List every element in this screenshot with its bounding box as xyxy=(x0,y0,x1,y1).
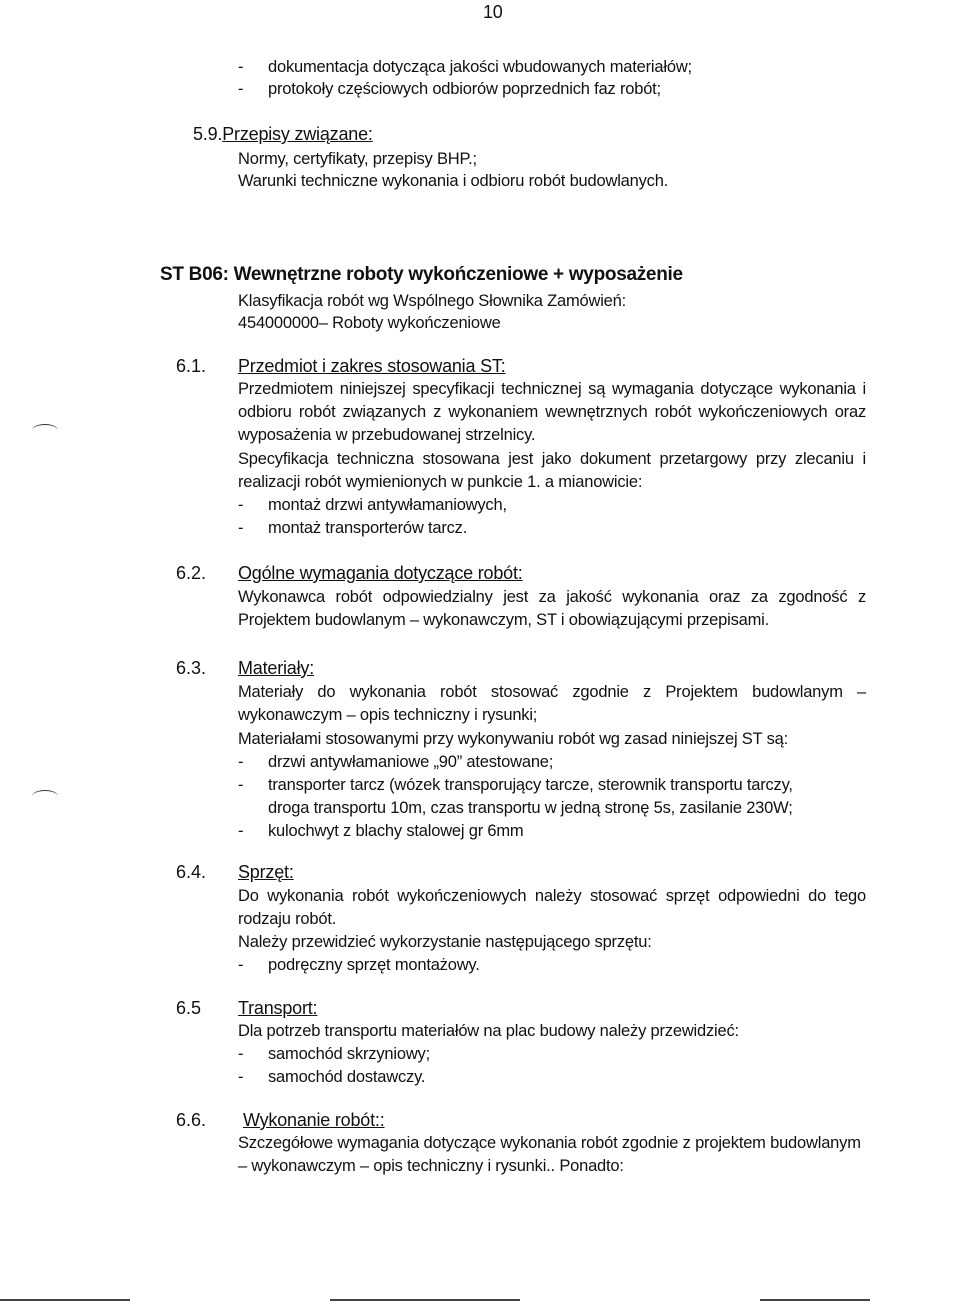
paragraph-line: Materiały do wykonania robót stosować zgodnie z Projektem budowlanym – xyxy=(238,683,866,701)
section-title: Przepisy związane: xyxy=(222,124,373,144)
margin-mark xyxy=(32,424,58,437)
paragraph-line: Należy przewidzieć wykorzystanie następującego sprzętu: xyxy=(238,933,652,951)
list-item: - dokumentacja dotycząca jakości wbudowanych materiałów; xyxy=(238,58,692,76)
section-number: 6.5 xyxy=(176,998,202,1018)
paragraph-line: Szczegółowe wymagania dotyczące wykonania robót zgodnie z projektem budowlanym xyxy=(238,1134,861,1152)
paragraph-line: Wykonawca robót odpowiedzialny jest za jakość wykonania oraz za zgodność z xyxy=(238,588,866,606)
paragraph-line: rodzaju robót. xyxy=(238,910,337,928)
footer-rule xyxy=(760,1299,870,1301)
paragraph-line: realizacji robót wymienionych w punkcie 1. a mianowicie: xyxy=(238,473,643,491)
page-number: 10 xyxy=(483,2,503,22)
paragraph-line: wykonawczym – opis techniczny i rysunki; xyxy=(238,706,538,724)
footer-rule xyxy=(0,1299,130,1301)
paragraph-line: Dla potrzeb transportu materiałów na plac budowy należy przewidzieć: xyxy=(238,1022,739,1040)
paragraph-line: odbioru robót związanych z wykonaniem wewnętrznych robót wykończeniowych oraz xyxy=(238,403,866,421)
paragraph-line: Przedmiotem niniejszej specyfikacji technicznej są wymagania dotyczące wykonania i xyxy=(238,380,866,398)
section-title: Wykonanie robót:: xyxy=(243,1110,385,1130)
section-number: 6.1. xyxy=(176,356,207,376)
paragraph-line: – wykonawczym – opis techniczny i rysunki.. Ponadto: xyxy=(238,1157,624,1175)
section-5-9-heading xyxy=(193,124,373,145)
section-title: Transport: xyxy=(238,998,318,1018)
list-item: - transporter tarcz (wózek transporujący tarcze, sterownik transportu tarczy, xyxy=(238,776,793,794)
section-title: Materiały: xyxy=(238,658,315,678)
section-number: 6.3. xyxy=(176,658,207,678)
list-item: - montaż transporterów tarcz. xyxy=(238,519,468,537)
list-item: - protokoły częściowych odbiorów poprzednich faz robót; xyxy=(238,80,661,98)
section-title: Przedmiot i zakres stosowania ST: xyxy=(238,356,506,376)
paragraph-line: Projektem budowlanym – wykonawczym, ST i obowiązującymi przepisami. xyxy=(238,611,769,629)
section-number: 6.6. xyxy=(176,1110,207,1130)
section-number: 6.2. xyxy=(176,563,207,583)
section-number: 6.4. xyxy=(176,862,207,882)
section-title: Sprzęt: xyxy=(238,862,294,882)
paragraph-line: Specyfikacja techniczna stosowana jest jako dokument przetargowy przy zlecaniu i xyxy=(238,450,866,468)
paragraph-line: Materiałami stosowanymi przy wykonywaniu robót wg zasad niniejszej ST są: xyxy=(238,730,788,748)
paragraph-line: Warunki techniczne wykonania i odbioru robót budowlanych. xyxy=(238,172,669,190)
list-item: - samochód dostawczy. xyxy=(238,1068,426,1086)
margin-mark xyxy=(32,790,58,803)
st-heading-code: 454000000– Roboty wykończeniowe xyxy=(238,314,501,332)
list-item: - samochód skrzyniowy; xyxy=(238,1045,430,1063)
list-item: - montaż drzwi antywłamaniowych, xyxy=(238,496,507,514)
paragraph-line: Normy, certyfikaty, przepisy BHP.; xyxy=(238,150,477,168)
st-heading-title: ST B06: Wewnętrzne roboty wykończeniowe + wyposażenie xyxy=(160,264,683,285)
list-item-continuation: droga transportu 10m, czas transportu w jedną stronę 5s, zasilanie 230W; xyxy=(268,799,793,817)
section-number: 5.9. xyxy=(193,124,223,144)
st-heading-classification: Klasyfikacja robót wg Wspólnego Słownika Zamówień: xyxy=(238,292,627,310)
section-title: Ogólne wymagania dotyczące robót: xyxy=(238,563,523,583)
list-item: - kulochwyt z blachy stalowej gr 6mm xyxy=(238,822,524,840)
paragraph-line: wyposażenia w przebudowanej strzelnicy. xyxy=(238,426,536,444)
footer-rule xyxy=(330,1299,520,1301)
paragraph-line: Do wykonania robót wykończeniowych należy stosować sprzęt odpowiedni do tego xyxy=(238,887,866,905)
list-item: - drzwi antywłamaniowe „90” atestowane; xyxy=(238,753,554,771)
list-item: - podręczny sprzęt montażowy. xyxy=(238,956,480,974)
